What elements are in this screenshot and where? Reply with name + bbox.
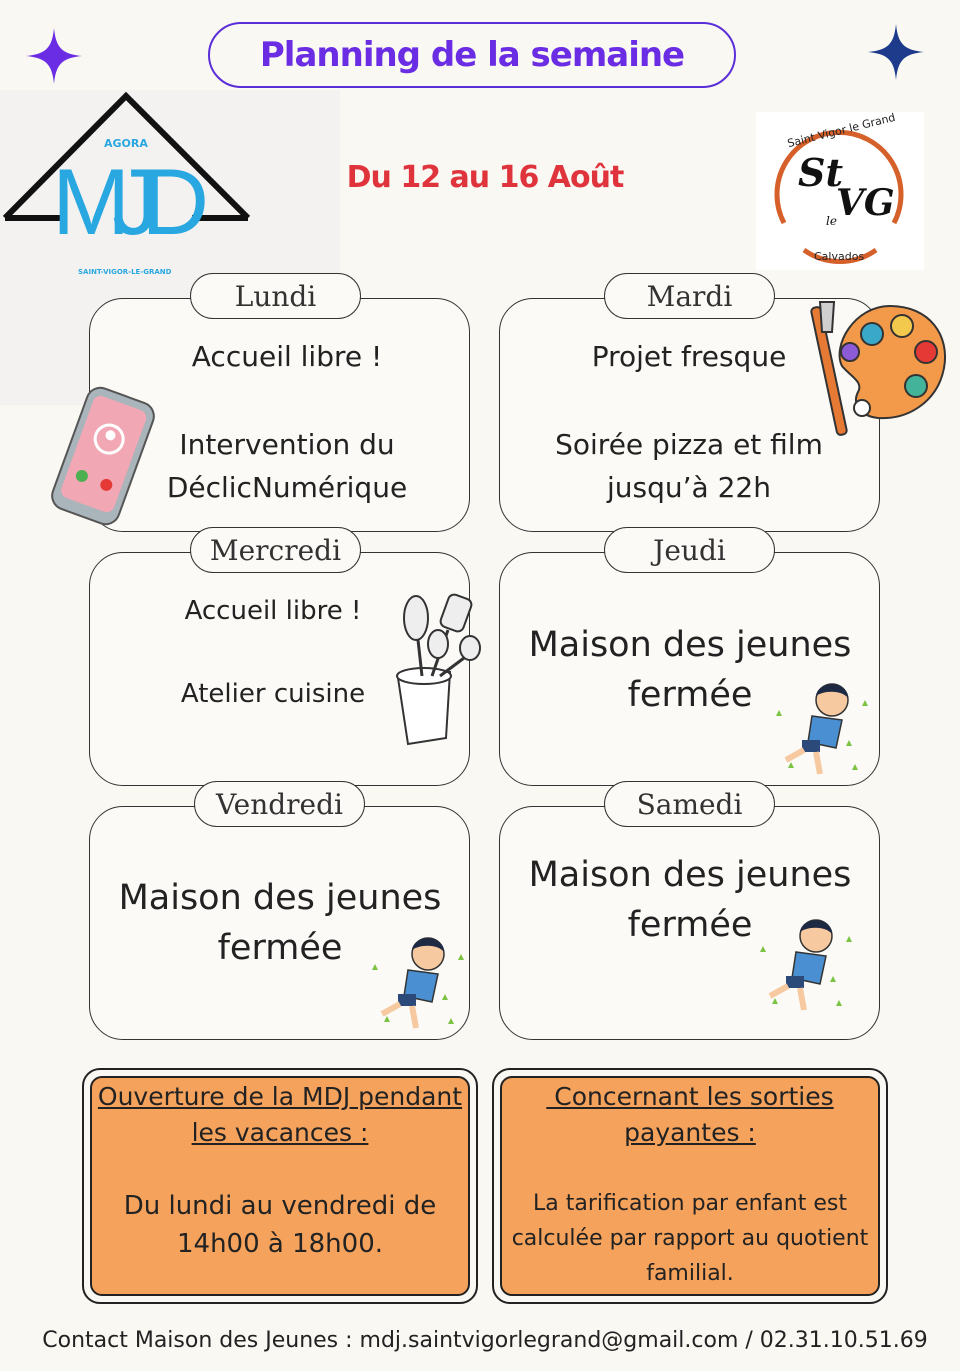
svg-logo	[756, 112, 924, 270]
opening-title-1: Ouverture de la MDJ pendant	[97, 1082, 463, 1111]
day-label-lundi: Lundi	[190, 273, 361, 319]
svg-logo-top-text: Saint Vigor le Grand	[786, 110, 897, 151]
svg-logo-vg: VG	[836, 182, 895, 224]
paid-text-1: La tarification par enfant est	[533, 1191, 847, 1216]
sleeping-boy-icon	[772, 676, 876, 780]
svg-logo-le: le	[826, 214, 837, 228]
day-label-mercredi: Mercredi	[190, 527, 361, 573]
vendredi-line2: fermée	[217, 928, 343, 968]
contact-footer: Contact Maison des Jeunes : mdj.saintvigorlegrand@gmail.com / 02.31.10.51.69	[42, 1328, 928, 1353]
jeudi-line1: Maison des jeunes	[528, 625, 852, 665]
sleeping-boy-icon	[756, 912, 860, 1016]
kitchen-utensils-icon	[388, 588, 498, 748]
date-range: Du 12 au 16 Août	[346, 160, 624, 195]
paid-title-1: Concernant les sorties	[546, 1082, 834, 1111]
mjd-caption: SAINT-VIGOR-LE-GRAND	[78, 268, 172, 276]
mardi-line1: Projet fresque	[591, 340, 787, 373]
paid-text-3: familial.	[646, 1261, 734, 1286]
day-label-samedi: Samedi	[604, 781, 775, 827]
opening-text-1: Du lundi au vendredi de	[123, 1191, 437, 1221]
mardi-line3: jusqu’à 22h	[607, 471, 771, 504]
day-label-jeudi: Jeudi	[604, 527, 775, 573]
mercredi-line1: Accueil libre !	[184, 596, 362, 626]
samedi-line1: Maison des jeunes	[528, 855, 852, 895]
svg-logo-st: St	[798, 150, 843, 195]
jeudi-line2: fermée	[627, 675, 753, 715]
opening-title-2: les vacances :	[191, 1118, 369, 1147]
mjd-agora-text: AGORA	[104, 137, 148, 150]
lundi-line3: DéclicNumérique	[166, 471, 408, 504]
paint-palette-icon	[810, 296, 950, 440]
mjd-letters: MJD	[52, 149, 192, 254]
vendredi-line1: Maison des jeunes	[118, 878, 442, 918]
smartphone-icon	[38, 386, 168, 526]
sleeping-boy-icon	[368, 930, 472, 1034]
paid-title-2: payantes :	[624, 1118, 756, 1147]
samedi-line2: fermée	[627, 905, 753, 945]
opening-text-2: 14h00 à 18h00.	[176, 1229, 384, 1259]
sparkle-blue-icon	[866, 22, 926, 82]
mardi-line2: Soirée pizza et film	[555, 428, 823, 461]
mercredi-line2: Atelier cuisine	[180, 679, 366, 709]
day-label-vendredi: Vendredi	[194, 781, 365, 827]
svg-logo-bottom-text: Calvados	[814, 250, 865, 263]
lundi-line1: Accueil libre !	[191, 340, 383, 373]
paid-text-2: calculée par rapport au quotient	[511, 1226, 869, 1251]
lundi-line2: Intervention du	[179, 428, 395, 461]
sparkle-purple-icon	[24, 26, 84, 86]
page-title: Planning de la semaine	[208, 22, 736, 88]
day-label-mardi: Mardi	[604, 273, 775, 319]
